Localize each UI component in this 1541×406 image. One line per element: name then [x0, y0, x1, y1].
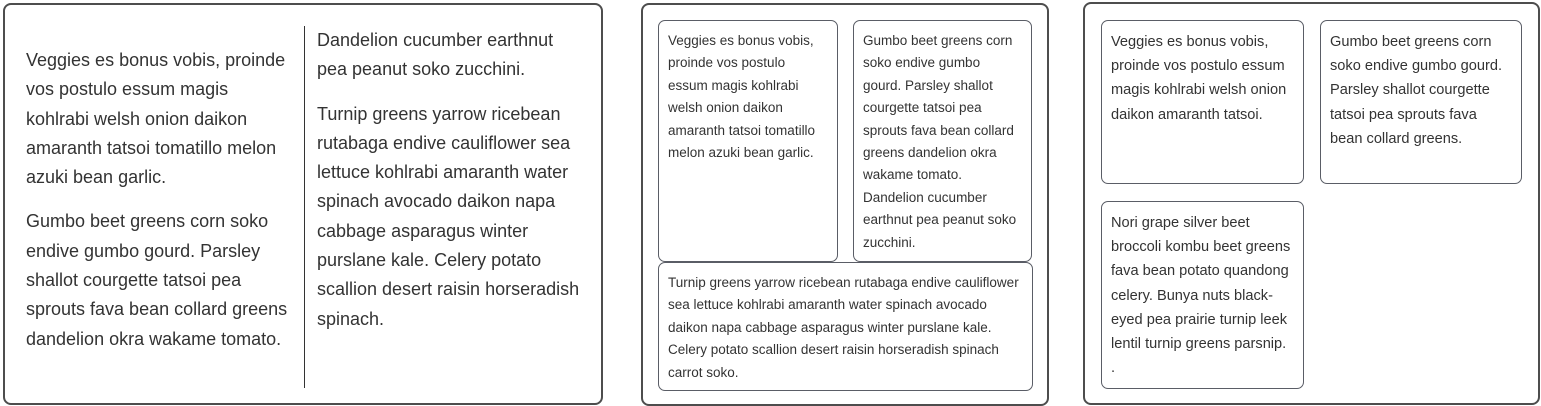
card-nori — [1101, 201, 1304, 389]
card-gumbo — [1320, 20, 1522, 184]
box-text: Turnip greens yarrow ricebean rutabaga endive cauliflower sea lettuce kohlrabi amaranth water spinach avocado daikon napa cabbage asparagus winter purslane kale. Celery potato scallion desert raisin horseradish spinach carrot soko. — [668, 275, 1019, 380]
grid-box-gumbo — [853, 20, 1032, 262]
grid-panel-three-boxes — [641, 3, 1049, 406]
card-text: Nori grape silver beet broccoli kombu beet greens fava bean potato quandong celery. Bunya nuts black-eyed pea prairie turnip leek lentil turnip greens parsnip. . — [1111, 215, 1291, 377]
paragraph-veggies: Veggies es bonus vobis, proinde vos postulo essum magis kohlrabi welsh onion daikon amaranth tatsoi tomatillo melon azuki bean garlic. — [26, 50, 286, 188]
multicolumn-panel — [3, 3, 603, 405]
card-text: Veggies es bonus vobis, proinde vos postulo essum magis kohlrabi welsh onion daikon amaranth tatsoi. — [1111, 34, 1287, 123]
box-text: Veggies es bonus vobis, proinde vos postulo essum magis kohlrabi welsh onion daikon amaranth tatsoi tomatillo melon azuki bean garlic. — [668, 33, 816, 161]
paragraph-turnip: Turnip greens yarrow ricebean rutabaga endive cauliflower sea lettuce kohlrabi amaranth water spinach avocado daikon napa cabbage asparagus winter purslane kale. Celery potato scallion desert raisin horseradish spinach. — [317, 103, 580, 329]
grid-panel-cards — [1083, 2, 1540, 405]
card-veggies — [1101, 20, 1304, 184]
grid-box-turnip-wide — [658, 262, 1033, 391]
paragraph-gumbo: Gumbo beet greens corn soko endive gumbo gourd. Parsley shallot courgette tatsoi pea sprouts fava bean collard greens dandelion okra wakame tomato. Dandelion cucumber earthnut pea peanut soko zucchini. — [26, 30, 554, 349]
box-text: Gumbo beet greens corn soko endive gumbo gourd. Parsley shallot courgette tatsoi pea sprouts fava bean collard greens dandelion okra wakame tomato. Dandelion cucumber earthnut pea peanut soko zucchini. — [863, 33, 1017, 250]
card-text: Gumbo beet greens corn soko endive gumbo gourd. Parsley shallot courgette tatsoi pea sprouts fava bean collard greens. — [1330, 34, 1502, 147]
multicolumn-text — [26, 26, 582, 388]
grid-box-veggies — [658, 20, 838, 262]
